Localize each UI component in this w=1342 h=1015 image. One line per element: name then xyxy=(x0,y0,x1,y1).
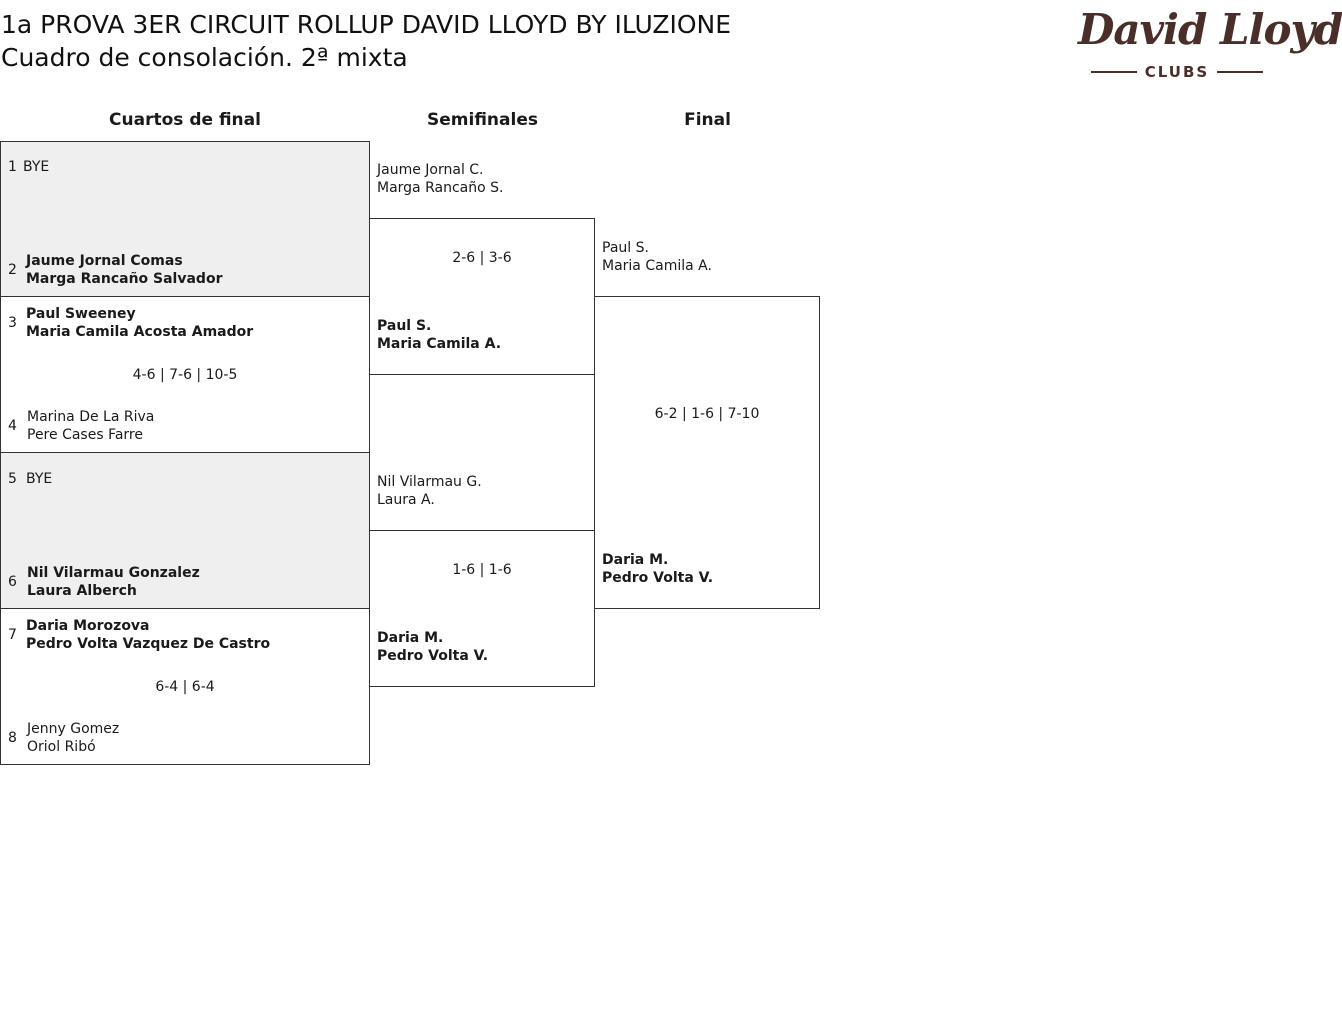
seed-number: 5 xyxy=(8,471,17,487)
david-lloyd-logo xyxy=(1074,0,1342,86)
player-entry-winner xyxy=(27,564,200,600)
player-name: Laura Alberch xyxy=(27,583,137,599)
seed-number: 2 xyxy=(8,262,17,278)
match-score: 6-2 | 1-6 | 7-10 xyxy=(654,406,760,422)
seed-number: 8 xyxy=(8,730,17,746)
player-name: Jaume Jornal C. xyxy=(377,162,484,178)
match-score: 4-6 | 7-6 | 10-5 xyxy=(132,367,238,383)
logo-clubs-label: CLUBS xyxy=(1144,63,1210,81)
seed-number: 1 xyxy=(8,159,17,175)
player-name: Pedro Volta V. xyxy=(377,648,489,664)
player-entry xyxy=(377,161,503,197)
player-entry-winner xyxy=(26,252,222,288)
player-name: Marga Rancaño S. xyxy=(377,180,504,196)
player-entry xyxy=(26,470,52,488)
player-entry xyxy=(602,239,712,275)
player-name: Nil Vilarmau G. xyxy=(377,474,482,490)
seed-number: 7 xyxy=(8,627,17,643)
seed-number: 6 xyxy=(8,574,17,590)
player-name: Jenny Gomez xyxy=(27,721,120,737)
player-entry-winner xyxy=(377,317,501,353)
player-name: Paul S. xyxy=(602,240,649,256)
logo-wordmark: David Lloyd xyxy=(1078,5,1342,54)
player-name: Maria Camila A. xyxy=(377,336,502,352)
logo-rule-left xyxy=(1091,71,1137,73)
player-entry-winner xyxy=(377,629,488,665)
player-entry-winner xyxy=(602,551,713,587)
player-name: Nil Vilarmau Gonzalez xyxy=(27,565,200,581)
player-entry xyxy=(377,473,482,509)
player-entry xyxy=(23,158,49,176)
round-header-final: Final xyxy=(684,110,731,130)
player-name: Pedro Volta Vazquez De Castro xyxy=(26,636,271,652)
player-name: Maria Camila A. xyxy=(602,258,712,274)
player-entry-winner xyxy=(26,617,270,653)
player-name: Pedro Volta V. xyxy=(602,570,714,586)
player-entry-winner xyxy=(26,305,253,341)
player-name: BYE xyxy=(26,471,53,487)
player-name: Maria Camila Acosta Amador xyxy=(26,324,254,340)
page-subtitle: Cuadro de consolación. 2ª mixta xyxy=(1,43,408,72)
match-score: 6-4 | 6-4 xyxy=(155,679,215,695)
player-name: Daria Morozova xyxy=(26,618,150,634)
player-name: Oriol Ribó xyxy=(27,739,96,755)
player-entry xyxy=(27,720,119,756)
player-name: BYE xyxy=(23,159,50,175)
player-name: Paul S. xyxy=(377,318,432,334)
round-header-semifinals: Semifinales xyxy=(427,110,538,130)
player-name: Pere Cases Farre xyxy=(27,427,143,443)
player-name: Daria M. xyxy=(602,552,669,568)
player-name: Daria M. xyxy=(377,630,444,646)
player-name: Marga Rancaño Salvador xyxy=(26,271,223,287)
player-entry xyxy=(27,408,154,444)
player-name: Laura A. xyxy=(377,492,435,508)
page-title: 1a PROVA 3ER CIRCUIT ROLLUP DAVID LLOYD BY ILUZIONE xyxy=(1,10,732,39)
player-name: Paul Sweeney xyxy=(26,306,136,322)
logo-subline xyxy=(1074,62,1280,82)
round-header-quarterfinals: Cuartos de final xyxy=(109,110,261,130)
match-score: 1-6 | 1-6 xyxy=(452,562,512,578)
player-name: Marina De La Riva xyxy=(27,409,155,425)
player-name: Jaume Jornal Comas xyxy=(26,253,183,269)
seed-number: 4 xyxy=(8,418,17,434)
match-score: 2-6 | 3-6 xyxy=(452,250,512,266)
seed-number: 3 xyxy=(8,315,17,331)
logo-rule-right xyxy=(1217,71,1263,73)
